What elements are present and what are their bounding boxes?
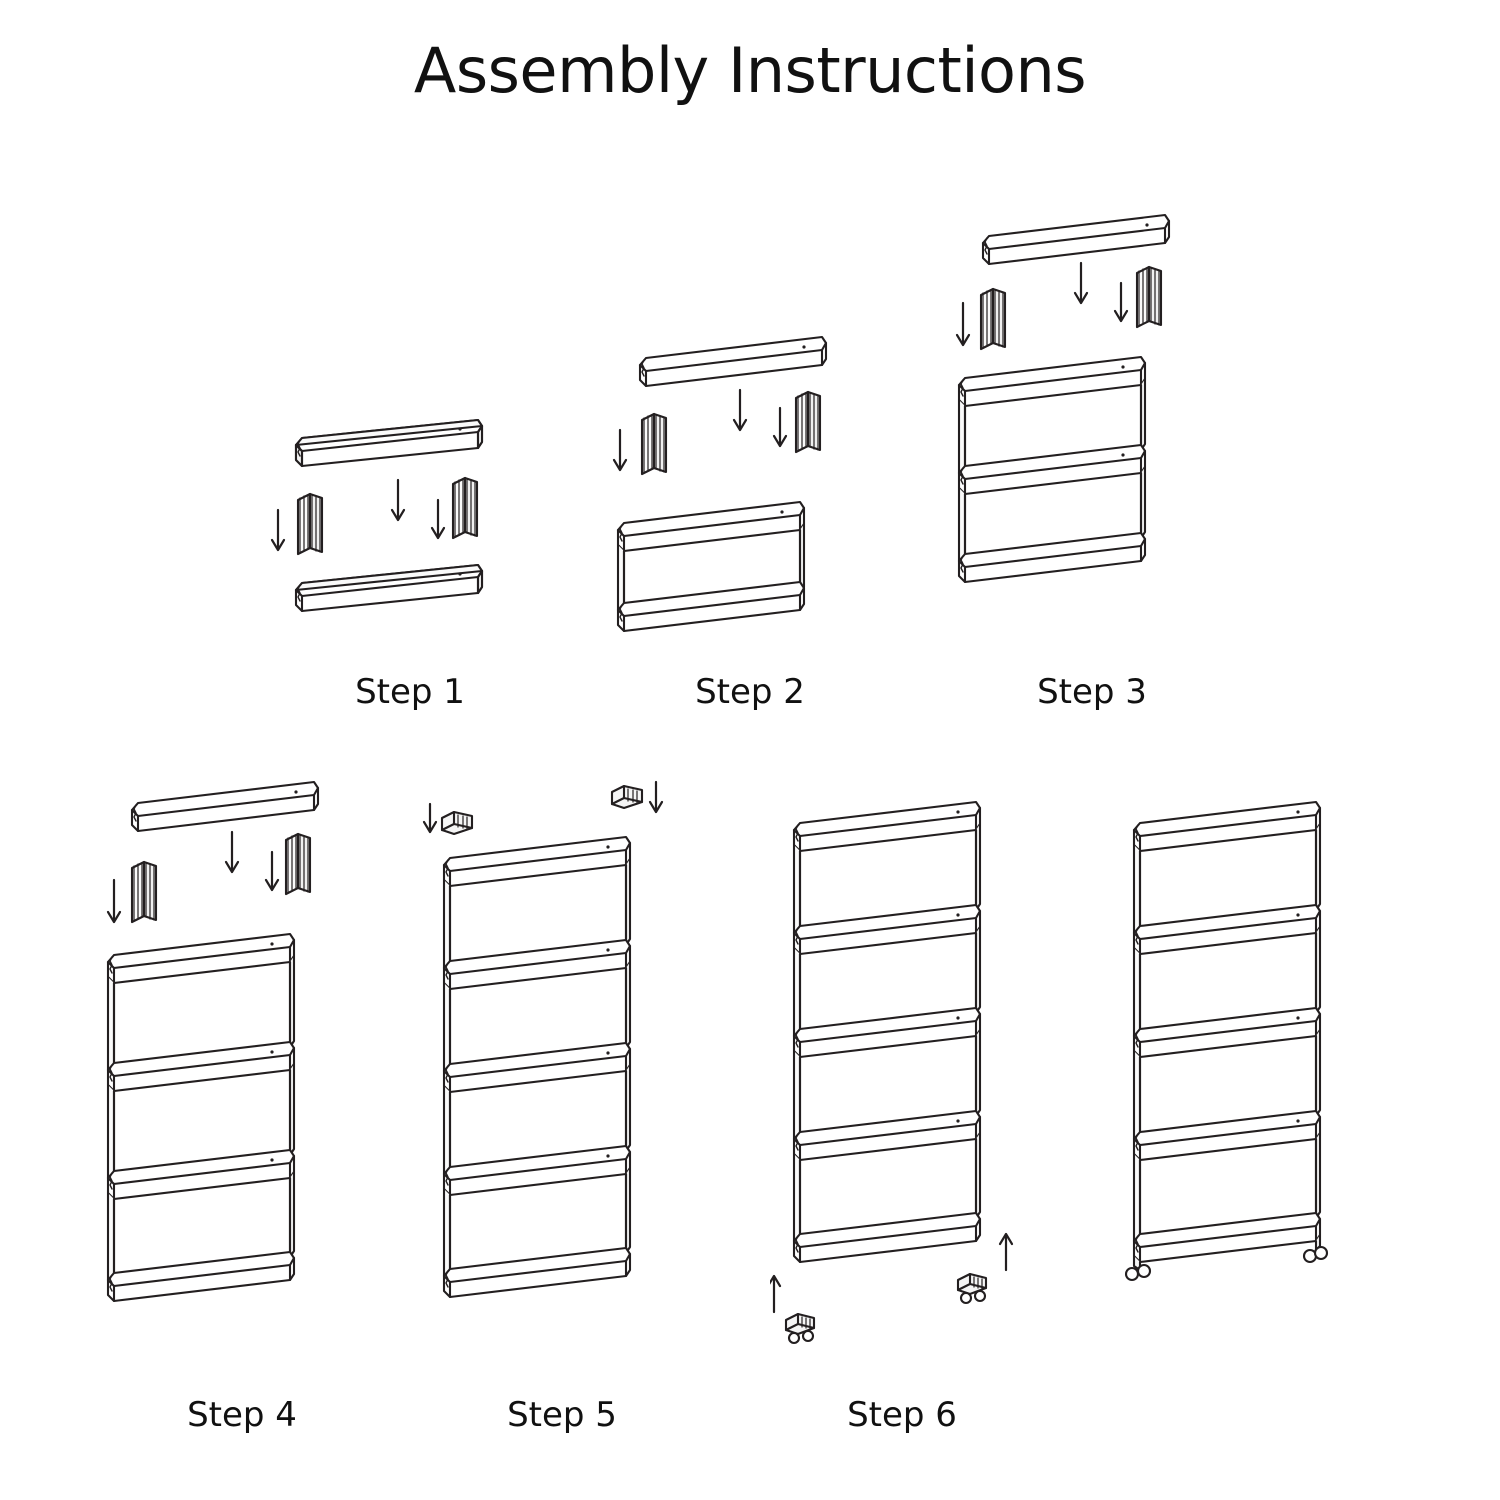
step-2-label: Step 2 <box>695 672 805 712</box>
assembly-2-tier <box>959 357 1145 582</box>
caster-wheel-right <box>958 1274 986 1303</box>
step-5-illustration <box>420 770 710 1330</box>
step-3-illustration <box>945 195 1245 650</box>
step-5-label: Step 5 <box>507 1395 617 1435</box>
finished-assembly <box>1126 802 1327 1280</box>
step-6-illustration <box>770 800 1060 1360</box>
caster-wheel <box>1126 1235 1327 1280</box>
cap-plug-left <box>442 812 472 834</box>
connector-post-left <box>132 862 156 922</box>
connector-post-right <box>286 834 310 894</box>
connector-post-left <box>981 289 1005 349</box>
page-title: Assembly Instructions <box>413 34 1087 107</box>
rail <box>132 782 318 831</box>
step-2-illustration <box>600 310 900 650</box>
cap-plug-right <box>612 786 642 808</box>
assembly-complete <box>794 802 980 1262</box>
rail <box>640 337 826 386</box>
connector-post-left <box>642 414 666 474</box>
connector-post-right <box>1137 267 1161 327</box>
assembly-3-tier <box>108 934 294 1301</box>
bottom-rail <box>296 565 482 611</box>
assembly-arrow <box>957 263 1127 345</box>
step-4-illustration <box>100 770 390 1330</box>
step-4-label: Step 4 <box>187 1395 297 1435</box>
step-1-illustration <box>250 390 550 650</box>
caster-wheel-left <box>786 1314 814 1343</box>
connector-post-right <box>453 478 477 538</box>
step-1-label: Step 1 <box>355 672 465 712</box>
step-3-label: Step 3 <box>1037 672 1147 712</box>
assembly-arrow <box>424 782 662 832</box>
assembly-arrow <box>272 480 444 550</box>
assembly-1-tier <box>618 502 804 631</box>
finished-assembly-illustration <box>1110 800 1400 1360</box>
connector-post-right <box>796 392 820 452</box>
assembly-arrow <box>108 832 278 922</box>
step-6-label: Step 6 <box>847 1395 957 1435</box>
assembly-arrow <box>770 1234 1012 1312</box>
top-rail <box>296 420 482 466</box>
connector-post-left <box>298 494 322 554</box>
rail <box>983 215 1169 264</box>
assembly-4-tier <box>444 837 630 1297</box>
assembly-arrow <box>614 390 786 470</box>
